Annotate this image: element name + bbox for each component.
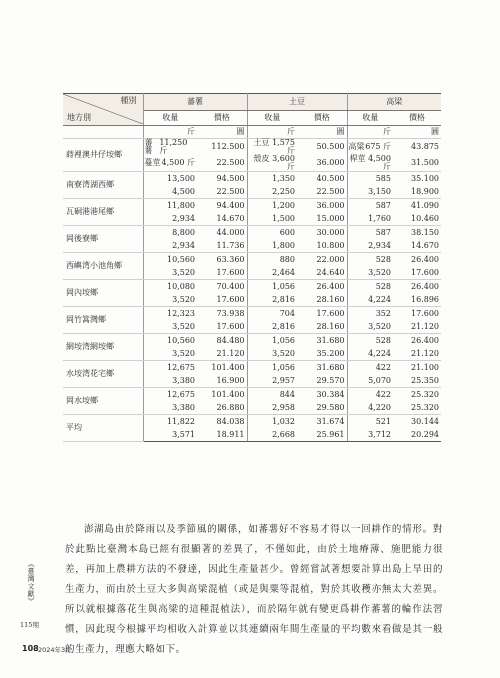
yield-value: 880 xyxy=(279,254,295,264)
location-cell: 蒔裡澳井仔垵鄉 xyxy=(63,139,143,172)
crop-name: 蔓莖 xyxy=(144,158,161,167)
location-cell: 平均 xyxy=(63,415,143,442)
subheader-yield: 收量 xyxy=(143,111,197,126)
yield-value: 2,934 xyxy=(347,239,393,253)
table-row xyxy=(63,226,441,240)
price-value: 22.500 xyxy=(197,185,247,199)
table-row xyxy=(63,253,441,267)
price-value: 16.900 xyxy=(197,374,247,388)
price-value: 22.500 xyxy=(297,185,347,199)
price-value: 18.911 xyxy=(197,428,247,442)
price-value: 26.400 xyxy=(411,254,439,264)
price-value: 29.570 xyxy=(297,374,347,388)
price-value: 70.400 xyxy=(197,280,247,294)
unit-cell: 斤 xyxy=(247,126,297,139)
yield-value: 844 xyxy=(279,389,295,399)
table-row xyxy=(63,334,441,348)
subheader-yield: 收量 xyxy=(247,111,297,126)
crop-header-sweet-potato: 蕃薯 xyxy=(143,94,247,111)
yield-value: 土豆 1,575 斤 xyxy=(253,138,295,155)
yield-value: 3,712 xyxy=(347,428,393,442)
yield-value: 587 xyxy=(375,227,391,237)
price-value: 26.880 xyxy=(197,401,247,415)
yield-value: 3,380 xyxy=(143,374,197,388)
crop-name: 高粱 xyxy=(348,142,365,151)
yield-value: 3,520 xyxy=(347,320,393,334)
location-cell: 岡內垵鄉 xyxy=(63,280,143,307)
price-value: 28.160 xyxy=(297,293,347,307)
yield-value: 1,350 xyxy=(272,173,295,183)
yield-value: 殼皮 3,600 斤 xyxy=(247,155,297,172)
price-value: 26.400 xyxy=(411,281,439,291)
price-value: 14.670 xyxy=(197,212,247,226)
yield-value: 4,220 xyxy=(347,401,393,415)
location-cell: 岡後寮鄉 xyxy=(63,226,143,253)
price-value: 17.600 xyxy=(297,307,347,321)
yield-value: 2,816 xyxy=(247,320,297,334)
yield-value: 528 xyxy=(375,281,391,291)
yield-value: 587 xyxy=(375,200,391,210)
subheader-yield: 收量 xyxy=(347,111,393,126)
yield-value: 10,080 xyxy=(167,281,195,291)
subheader-price: 價格 xyxy=(393,111,441,126)
price-value: 41.090 xyxy=(411,200,439,210)
yield-value: 422 xyxy=(375,362,391,372)
subheader-price: 價格 xyxy=(197,111,247,126)
yield-value: 2,250 xyxy=(247,185,297,199)
location-cell: 網垵湾網垵鄉 xyxy=(63,334,143,361)
price-value: 15.000 xyxy=(297,212,347,226)
yield-value: 2,668 xyxy=(247,428,297,442)
price-value: 17.600 xyxy=(411,308,439,318)
price-value: 10.800 xyxy=(297,239,347,253)
price-value: 94.500 xyxy=(197,172,247,186)
price-value: 43.875 xyxy=(411,142,439,151)
price-value: 24.640 xyxy=(297,266,347,280)
price-value: 26.400 xyxy=(411,335,439,345)
yield-value: 11,800 xyxy=(167,200,195,210)
yield-value: 3,520 xyxy=(143,293,197,307)
price-value: 50.500 xyxy=(297,139,347,156)
yield-value: 1,056 xyxy=(272,335,295,345)
price-value: 11.736 xyxy=(197,239,247,253)
price-value: 35.100 xyxy=(411,173,439,183)
yield-value: 600 xyxy=(279,227,295,237)
yield-value: 3,150 xyxy=(347,185,393,199)
yield-value: 12,675 xyxy=(167,362,195,372)
yield-value: 10,560 xyxy=(167,254,195,264)
yield-value: 3,520 xyxy=(143,266,197,280)
yield-value: 8,800 xyxy=(172,227,195,237)
price-value: 20.294 xyxy=(393,428,441,442)
yield-value: 1,760 xyxy=(347,212,393,226)
mixed-yield-cell xyxy=(143,139,197,156)
corner-bottom-label: 地方別 xyxy=(67,113,91,122)
price-value: 25.350 xyxy=(393,374,441,388)
location-cell: 南寮湾湖西鄉 xyxy=(63,172,143,199)
yield-value: 10,560 xyxy=(167,335,195,345)
crop-name: 蕃薯 xyxy=(144,138,153,155)
price-value: 16.896 xyxy=(393,293,441,307)
yield-value: 3,571 xyxy=(143,428,197,442)
price-value: 38.150 xyxy=(411,227,439,237)
yield-value: 1,800 xyxy=(247,239,297,253)
table-row xyxy=(63,280,441,294)
price-value: 31.674 xyxy=(297,415,347,429)
price-value: 25.961 xyxy=(297,428,347,442)
price-value: 21.120 xyxy=(393,320,441,334)
price-value: 30.144 xyxy=(411,416,439,426)
price-value: 14.670 xyxy=(393,239,441,253)
yield-value: 4,500 斤 xyxy=(161,158,195,167)
price-value: 18.900 xyxy=(393,185,441,199)
location-cell: 水垵湾花宅鄉 xyxy=(63,361,143,388)
yield-value: 528 xyxy=(375,254,391,264)
price-value: 25.320 xyxy=(411,389,439,399)
price-value: 31.500 xyxy=(393,155,441,172)
table-row xyxy=(63,139,441,156)
location-cell: 岡竹篙灣鄉 xyxy=(63,307,143,334)
price-value: 10.460 xyxy=(393,212,441,226)
price-value: 63.360 xyxy=(197,253,247,267)
yield-value: 1,056 xyxy=(272,281,295,291)
journal-issue: 115期 xyxy=(20,621,39,629)
price-value: 21.120 xyxy=(197,347,247,361)
yield-value: 2,957 xyxy=(247,374,297,388)
unit-cell: 斤 xyxy=(347,126,393,139)
price-value: 31.680 xyxy=(297,334,347,348)
yield-value: 1,200 xyxy=(272,200,295,210)
price-value: 17.600 xyxy=(197,266,247,280)
price-value: 30.000 xyxy=(297,226,347,240)
price-value: 25.320 xyxy=(393,401,441,415)
price-value: 44.000 xyxy=(197,226,247,240)
yield-value: 528 xyxy=(375,335,391,345)
yield-value: 3,380 xyxy=(143,401,197,415)
location-cell: 岡水垵鄉 xyxy=(63,388,143,415)
price-value: 28.160 xyxy=(297,320,347,334)
table-row xyxy=(63,361,441,375)
yield-value: 1,500 xyxy=(247,212,297,226)
price-value: 22.000 xyxy=(297,253,347,267)
price-value: 101.400 xyxy=(197,361,247,375)
mixed-yield-cell xyxy=(143,155,197,172)
subheader-price: 價格 xyxy=(297,111,347,126)
price-value: 17.600 xyxy=(197,293,247,307)
yield-value: 13,500 xyxy=(167,173,195,183)
production-table xyxy=(63,93,441,442)
yield-value: 3,520 xyxy=(347,266,393,280)
yield-value: 4,224 xyxy=(347,347,393,361)
yield-value: 2,816 xyxy=(247,293,297,307)
yield-value: 5,070 xyxy=(347,374,393,388)
price-value: 17.600 xyxy=(197,320,247,334)
price-value: 17.600 xyxy=(393,266,441,280)
yield-value: 3,520 xyxy=(143,320,197,334)
price-value: 84.480 xyxy=(197,334,247,348)
unit-cell: 圓 xyxy=(393,126,441,139)
price-value: 21.100 xyxy=(411,362,439,372)
production-table-wrapper xyxy=(63,93,441,442)
table-row xyxy=(63,415,441,429)
table-row xyxy=(63,172,441,186)
yield-value: 1,056 xyxy=(272,362,295,372)
yield-value: 4,500 xyxy=(143,185,197,199)
paragraph-text: 澎湖島由於降雨以及季節風的關係，如蕃薯好不容易才得以一回耕作的情形。對於此點比臺灣本島已經有很顯著的差異了，不僅如此，由於土地瘠薄、施肥能力很差，再加上農耕方法的不發達，因此生產量甚少。曾經嘗試著想要計算出島上旱田的生產力，而由於土豆大多與高梁混植（或是與粟等混植，對於其收穫亦無太大差異。所以就根據落花生與高梁的這種混植法），而於隔年就有變更爲耕作蕃薯的輪作法習慣，因此現今根據平均相收入計算並以其連續兩年間生產量的平均數來看做是其一般的生產力，理應大略如下。 xyxy=(65,524,443,655)
body-paragraph xyxy=(65,520,443,660)
price-value: 30.384 xyxy=(297,388,347,402)
yield-value: 2,958 xyxy=(247,401,297,415)
price-value: 73.938 xyxy=(197,307,247,321)
yield-value: 352 xyxy=(375,308,391,318)
yield-value: 675 斤 xyxy=(365,142,391,151)
price-value: 36.000 xyxy=(297,155,347,172)
price-value: 26.400 xyxy=(297,280,347,294)
unit-cell: 斤 xyxy=(143,126,197,139)
publication-date: 2024年3月 xyxy=(38,646,72,654)
location-cell: 西嶼湾小池角鄉 xyxy=(63,253,143,280)
table-row xyxy=(63,388,441,402)
unit-cell: 圓 xyxy=(297,126,347,139)
crop-header-sorghum: 高梁 xyxy=(347,94,441,111)
yield-value: 422 xyxy=(375,389,391,399)
yield-value: 12,675 xyxy=(167,389,195,399)
yield-value: 521 xyxy=(375,416,391,426)
price-value: 29.580 xyxy=(297,401,347,415)
yield-value: 2,934 xyxy=(143,239,197,253)
yield-value: 2,464 xyxy=(247,266,297,280)
price-value: 36.000 xyxy=(297,199,347,213)
crop-header-peanut: 土豆 xyxy=(247,94,347,111)
price-value: 112.500 xyxy=(197,139,247,156)
mixed-yield-cell xyxy=(347,139,393,156)
yield-value: 4,224 xyxy=(347,293,393,307)
price-value: 84.038 xyxy=(197,415,247,429)
price-value: 94.400 xyxy=(197,199,247,213)
price-value: 22.500 xyxy=(197,155,247,172)
table-corner-cell xyxy=(63,94,143,126)
price-value: 21.120 xyxy=(393,347,441,361)
unit-row-blank xyxy=(63,126,143,139)
yield-value: 3,520 xyxy=(143,347,197,361)
yield-value: 桿莖 4,500 斤 xyxy=(347,155,393,172)
price-value: 40.500 xyxy=(297,172,347,186)
price-value: 35.200 xyxy=(297,347,347,361)
yield-value: 11,822 xyxy=(167,416,195,426)
page-number: 108 xyxy=(22,644,39,653)
yield-value: 11,250 斤 xyxy=(159,138,188,155)
location-cell: 瓦硐港港尾鄉 xyxy=(63,199,143,226)
price-value: 101.400 xyxy=(197,388,247,402)
table-row xyxy=(63,307,441,321)
journal-title: 《臺灣文獻》 xyxy=(27,560,35,605)
unit-cell: 圓 xyxy=(197,126,247,139)
yield-value: 704 xyxy=(279,308,295,318)
corner-top-label: 種別 xyxy=(120,96,137,105)
yield-value: 2,934 xyxy=(143,212,197,226)
yield-value: 12,323 xyxy=(167,308,195,318)
price-value: 31.680 xyxy=(297,361,347,375)
yield-value: 1,032 xyxy=(272,416,295,426)
yield-value: 585 xyxy=(375,173,391,183)
yield-value: 3,520 xyxy=(247,347,297,361)
table-row xyxy=(63,199,441,213)
